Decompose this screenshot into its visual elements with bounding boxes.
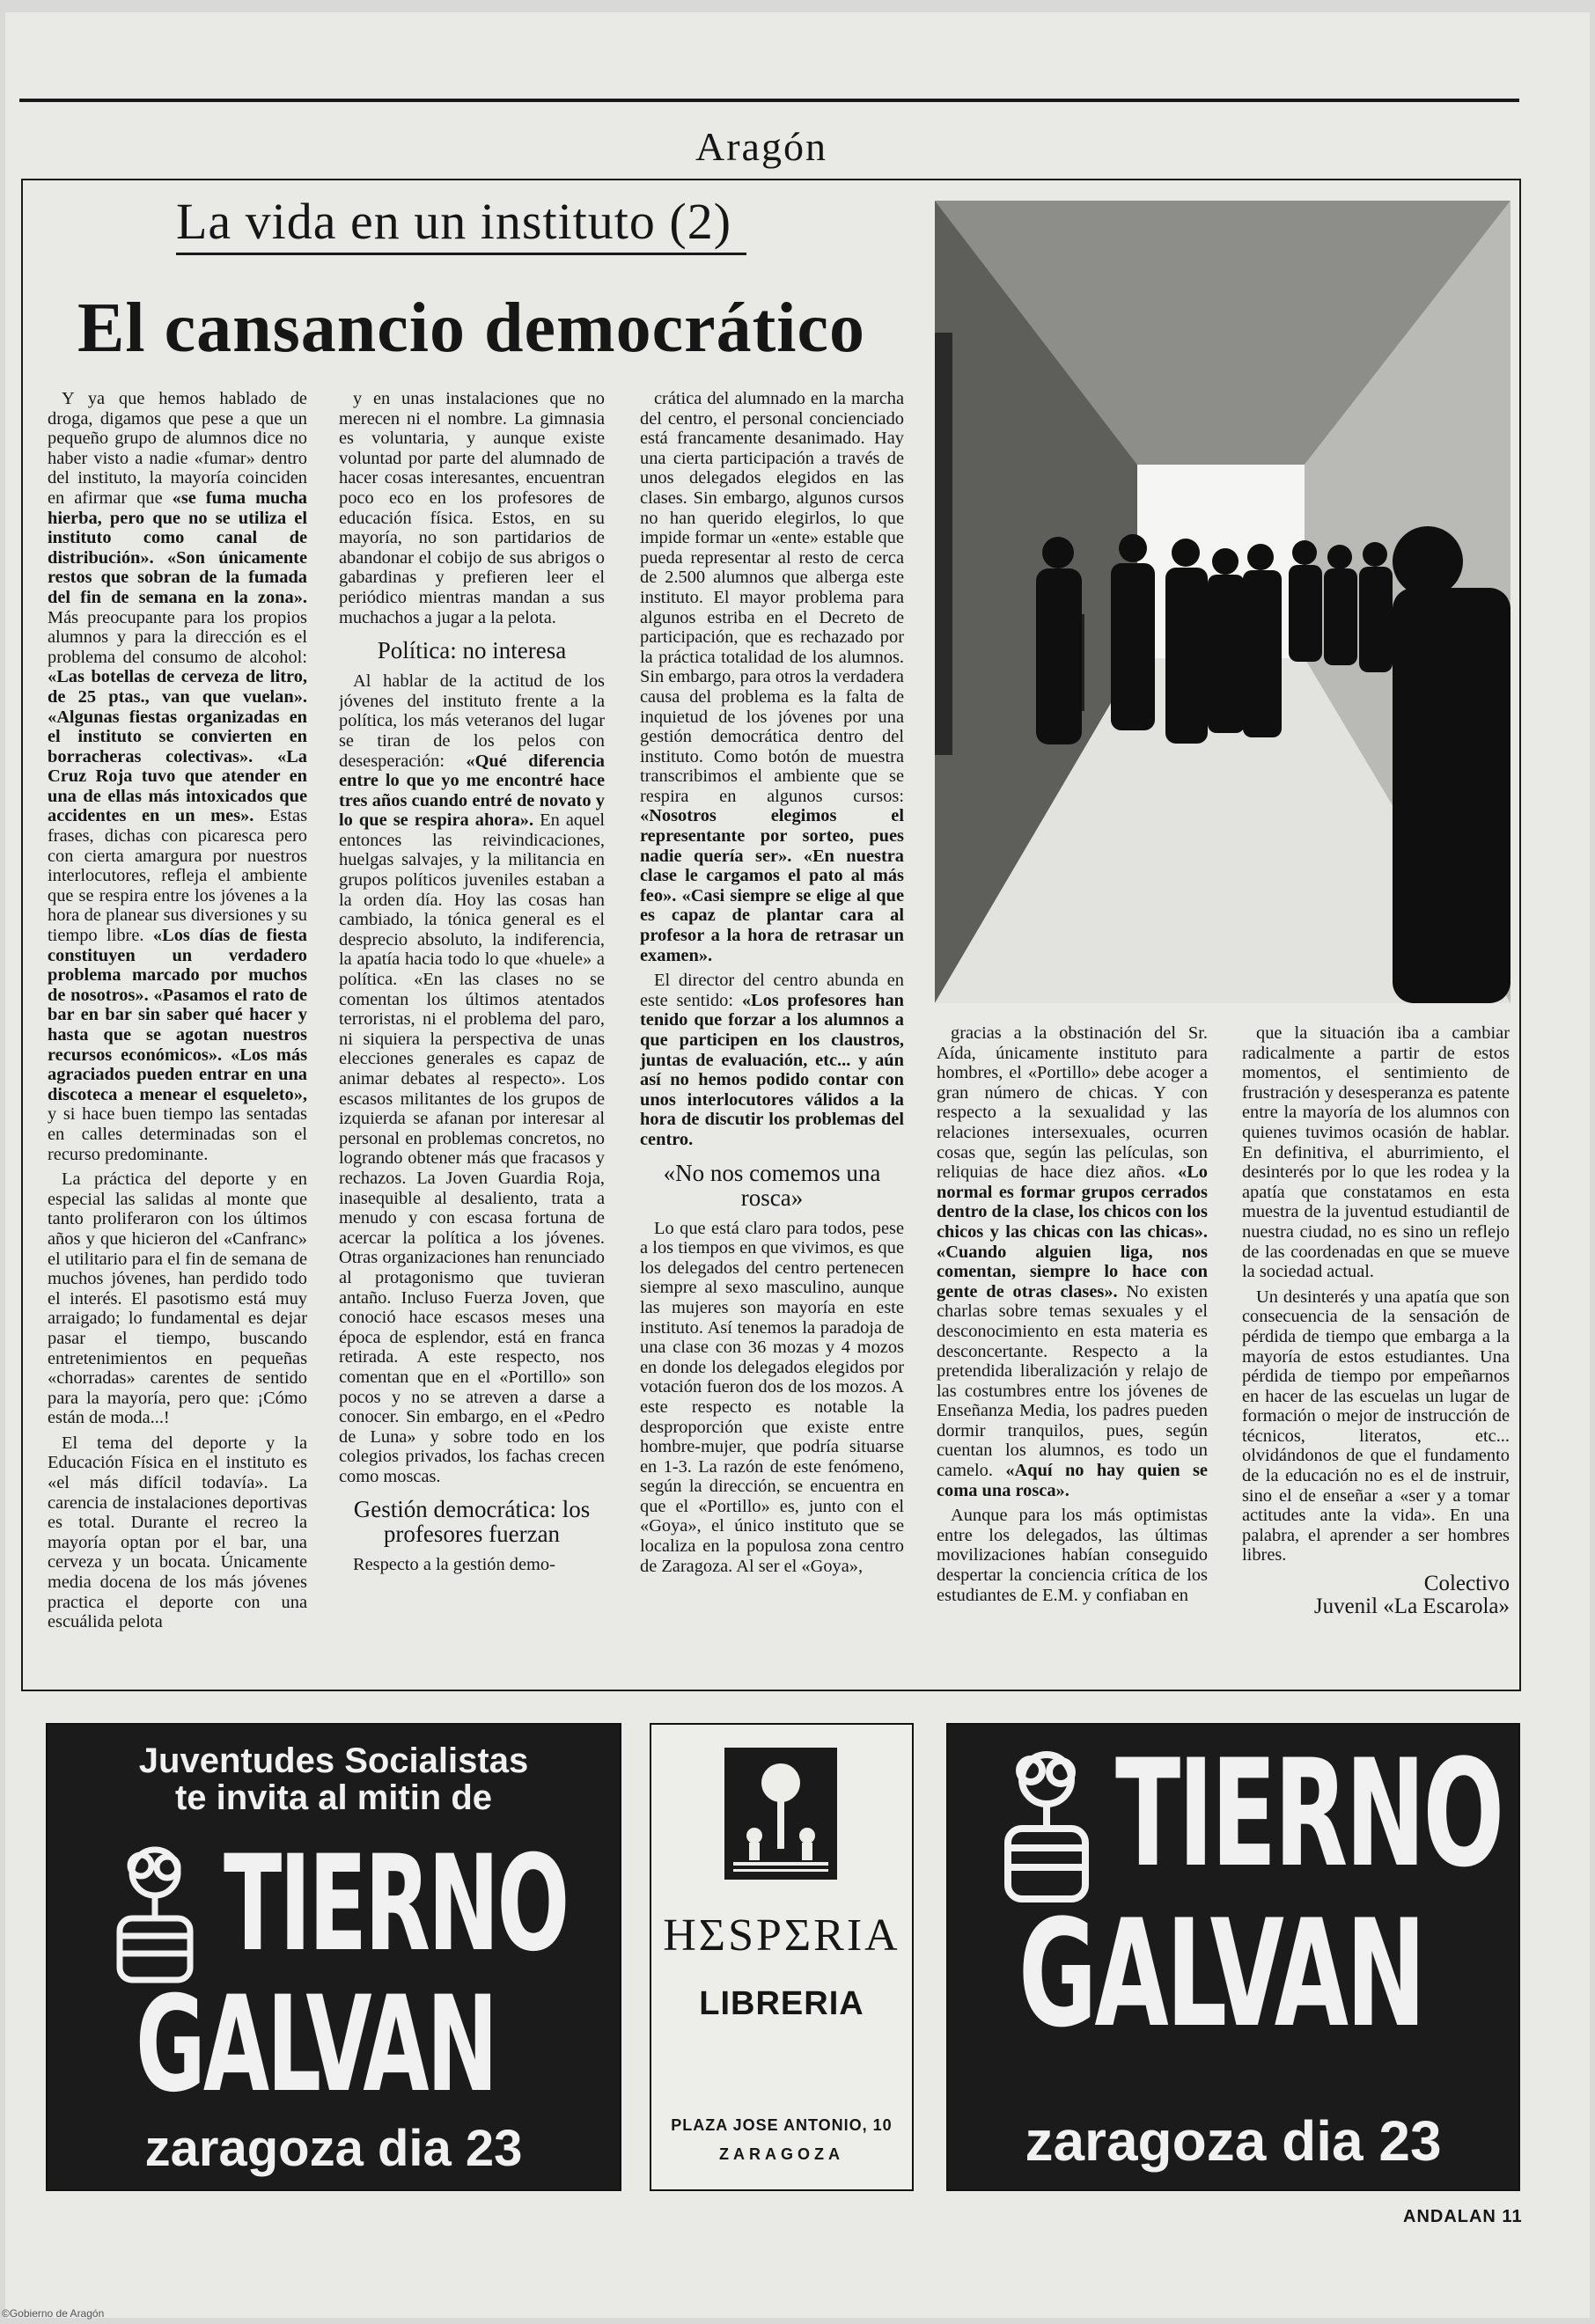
bookstore-address-2: ZARAGOZA (719, 2145, 844, 2163)
ad-libreria-hesperia (650, 1723, 914, 2191)
ad-name-line-2: GALVAN (136, 1968, 496, 2122)
section-label: Aragón (695, 124, 827, 169)
rose-fist-icon (104, 1839, 206, 1989)
ad-tierno-galvan-invite (46, 1723, 621, 2191)
signature (1242, 1573, 1510, 1618)
article-column-4 (937, 1023, 1208, 1677)
paragraph: La práctica del deporte y en especial las salidas al monte que tanto proliferaron con los últimos años y que hicieron del «Canfranc» el utilitario para el fin de semana de muchos jóvenes, han perdido todo el interés. El pasotismo está muy arraigado; lo fundamental es dejar pasar el tiempo, buscando entretenimientos en pequeñas «chorradas» carentes de sentido para la mayoría, pero que: ¡Cómo están de moda...! (48, 1169, 307, 1428)
paragraph: Lo que está claro para todos, pese a los tiempos en que vivimos, es que los delegados del centro pertenecen siempre al sexo masculino, aunque las mujeres son mayoría en este instituto. Así tenemos la paradoja de una clase con 36 mozas y 4 mozos en donde los delegados elegidos por votación fueron dos de los mozos. A este respecto es notable la desproporción que existe entre hombre-mujer, que podría situarse en 1-3. La razón de este fenómeno, según la dirección, se encuentra en que el «Portillo» es, junto con el «Goya», el único instituto que se localiza en la populosa zona centro de Zaragoza. Al ser el «Goya», (640, 1218, 904, 1576)
article-column-3 (640, 389, 904, 1677)
paragraph: Un desinterés y una apatía que son consecuencia de la sensación de pérdida de tiempo que embarga a la mayoría de estos estudiantes. Una pérdida de tiempo por empeñarnos en hacer de las escuelas un lugar de formación o mejor de instrucción de técnicos, literatos, etc... olvidándonos de que el fundamento de la educación no es el de instruir, sino el de enseñar a «ser y a tomar actitudes ante la vida». En una palabra, el aprender a ser hombres libres. (1242, 1287, 1510, 1565)
ad-date: zaragoza dia 23 (144, 2120, 523, 2177)
ad-name-line-2: GALVAN (1018, 1888, 1424, 2060)
signature-line-1: Colectivo (1423, 1572, 1510, 1596)
paragraph: Aunque para los más optimistas entre los delegados, las últimas movilizaciones habían conseguido despertar la conciencia crítica de los estudiantes de E.M. y confiaban en (937, 1506, 1208, 1605)
kicker-underline (176, 253, 746, 255)
bookstore-address-1: PLAZA JOSE ANTONIO, 10 (671, 2116, 893, 2134)
ad-invite-line-1: Juventudes Socialistas (138, 1741, 529, 1780)
hallway-photo (935, 201, 1510, 1003)
article-column-2 (339, 389, 605, 1677)
bookstore-brand: HΣSPΣRIA (663, 1910, 900, 1961)
paragraph: El director del centro abunda en este sentido: «Los profesores han tenido que forzar a los alumnos a que participen en los claustros, juntas de evaluación, etc... y aún así no hemos podido contar con unos interlocutores válidos a la hora de discutir los problemas del centro. (640, 971, 904, 1149)
subheading-gestion: Gestión democrática: los profesores fuerzan (353, 1496, 591, 1548)
subheading-rosca: «No nos comemos una rosca» (663, 1159, 881, 1211)
paragraph: El tema del deporte y la Educación Física en el instituto es «el más difícil todavía». La carencia de instalaciones deportivas es total. Durante el recreo la mayoría optan por el bar, una cerveza y un bocata. Únicamente media docena de los más jóvenes practica el deporte con una escuálida pelota (48, 1433, 307, 1632)
paragraph: Respecto a la gestión demo- (353, 1555, 555, 1575)
article-headline: El cansancio democrático (77, 290, 865, 367)
ad-name-line-1: TIERNO (224, 1828, 568, 1981)
paragraph: Al hablar de la actitud de los jóvenes del instituto frente a la política, los más veteranos del lugar se tiran de los pelos con desesperación: «Qué diferencia entre lo que yo me encontré hace tres años cuando entré de novato y lo que se respira ahora». En aquel entonces las reivindicaciones, huelgas salvajes, y la militancia en grupos políticos juveniles estaban a la orden día. Hoy las cosas han cambiado, la tónica general es el desprecio absoluto, la indiferencia, la apatía hacia todo lo que «huele» a política. «En las clases no se comentan los últimos atentados terroristas, ni el problema del paro, ni siquiera la perspectiva de unas elecciones generales es capaz de animar debates al respecto». Los escasos militantes de los grupos de izquierda se afanan por interesar al personal en problemas concretos, no logrando obtener más que fracasos y rechazos. La Joven Guardia Roja, inasequible al desaliento, trata a menudo y con escasa fortuna de acercar la política a los jóvenes. Otras organizaciones han renunciado al protagonismo que tuvieran antaño. Incluso Fuerza Joven, que conoció hace escasos meses una época de esplendor, está en franca retirada. A este respecto, nos comentan que en el «Portillo» son pocos y no se atreven a darse a conocer. Sin embargo, en el «Pedro de Luna» y sobre todo en los colegios privados, los fachas crecen como moscas. (339, 671, 605, 1486)
paragraph: y en unas instalaciones que no merecen ni el nombre. La gimnasia es voluntaria, y aunque existe voluntad por parte del alumnado de hacer cosas interesantes, encuentran poco eco en los profesores de educación física. Estos, en su mayoría, no son partidarios de abandonar el cobijo de sus abrigos o gabardinas y prefieren leer el periódico mientras mandan a sus muchachos a jugar a la pelota. (339, 389, 605, 627)
article-column-5 (1242, 1023, 1510, 1677)
page-folio: ANDALAN 11 (1403, 2207, 1523, 2226)
ad-tierno-galvan (946, 1723, 1520, 2191)
signature-line-2: Juvenil «La Escarola» (1313, 1595, 1510, 1619)
article-column-1 (48, 389, 307, 1677)
ad-invite-line-2: te invita al mitin de (174, 1778, 493, 1817)
subheading-politica: Política: no interesa (377, 637, 567, 664)
paragraph: que la situación iba a cambiar radicalmente a partir de estos momentos, el sentimiento de frustración y desesperanza es patente entre la mayoría de los alumnos con quienes tuvimos ocasión de hablar. En definitiva, el aburrimiento, el desinterés por lo que les rodea y la apatía que constatamos en esta muestra de la juventud estudiantil de nuestra ciudad, no es sino un reflejo de las coordenadas en que se mueve la sociedad actual. (1242, 1023, 1510, 1282)
paragraph: crática del alumnado en la marcha del centro, el personal concienciado está francamente desanimado. Hay una cierta participación a través de unos delegados elegidos en las clases. Sin embargo, algunos cursos no han querido elegirlos, lo que impide formar un «ente» estable que pueda representar al resto de cerca de 2.500 alumnos que alberga este instituto. El mayor problema para algunos estriba en el Decreto de participación, que es rechazado por la práctica totalidad de los alumnos. Sin embargo, para otros la verdadera causa del problema es la falta de inquietud de los jóvenes por una gestión democrática dentro del instituto. Como botón de muestra transcribimos el ambiente que se respira en algunos cursos: «Nosotros elegimos el representante por sorteo, pues nadie quería ser». «En nuestra clase le cargamos el pato al más feo». «Casi siempre se elige al que es capaz de plantar cara al profesor a la hora de retrasar un examen». (640, 389, 904, 965)
rose-fist-icon (994, 1742, 1099, 1910)
ad-name-line-1: TIERNO (1115, 1727, 1503, 1900)
image-credit: ©Gobierno de Aragón (2, 2307, 105, 2320)
article-kicker: La vida en un instituto (2) (176, 193, 732, 250)
paragraph: Y ya que hemos hablado de droga, digamos que pese a que un pequeño grupo de alumnos dice no haber visto a nadie «fumar» dentro del instituto, la mayoría coinciden en afirmar que «se fuma mucha hierba, pero que no se utiliza el instituto como canal de distribución». «Son únicamente restos que sobran de la fumada del fin de semana en la zona». Más preocupante para los propios alumnos y para la dirección es el problema del consumo de alcohol: «Las botellas de cerveza de litro, de 25 ptas., van que vuelan». «Algunas fiestas organizadas en el instituto se convierten en borracheras colectivas». «La Cruz Roja tuvo que atender en una de ellas más intoxicados que accidentes en un mes». Estas frases, dichas con picaresca pero con cierta amargura por nuestros interlocutores, refleja el ambiente que se respira entre los jóvenes a la hora de planear sus diversiones y su tiempo libre. «Los días de fiesta constituyen un verdadero problema marcado por muchos de nosotros». «Pasamos el rato de bar en bar sin saber qué hacer y hasta que se agotan nuestros recursos económicos». «Los más agraciados pueden entrar en una discoteca a menear el esqueleto», y si hace buen tiempo las sentadas en calles determinadas son el recurso predominante. (48, 389, 307, 1164)
top-rule (19, 99, 1519, 102)
paragraph: gracias a la obstinación del Sr. Aída, únicamente instituto para hombres, el «Portillo» debe acoger a gran número de chicas. Y con respecto a la sexualidad y las relaciones intersexuales, ocurren cosas que, según las películas, son reliquias de hace diez años. «Lo normal es formar grupos cerrados dentro de la clase, los chicos con los chicos y las chicas con las chicas». «Cuando alguien liga, nos comentan, siempre lo hace con gente de otras clases». No existen charlas sobre temas sexuales y el desconocimiento en esta materia es desconcertante. Respecto a la pretendida liberalización y relajo de las costumbres entre los jóvenes de Enseñanza Media, los padres pueden dormir tranquilos, pues, según cuentan los alumnos, es todo un camelo. «Aquí no hay quien se coma una rosca». (937, 1023, 1208, 1500)
bookstore-subtitle: LIBRERIA (699, 1985, 864, 2022)
woodcut-tree-icon (724, 1748, 837, 1880)
ad-date: zaragoza dia 23 (1025, 2109, 1442, 2173)
